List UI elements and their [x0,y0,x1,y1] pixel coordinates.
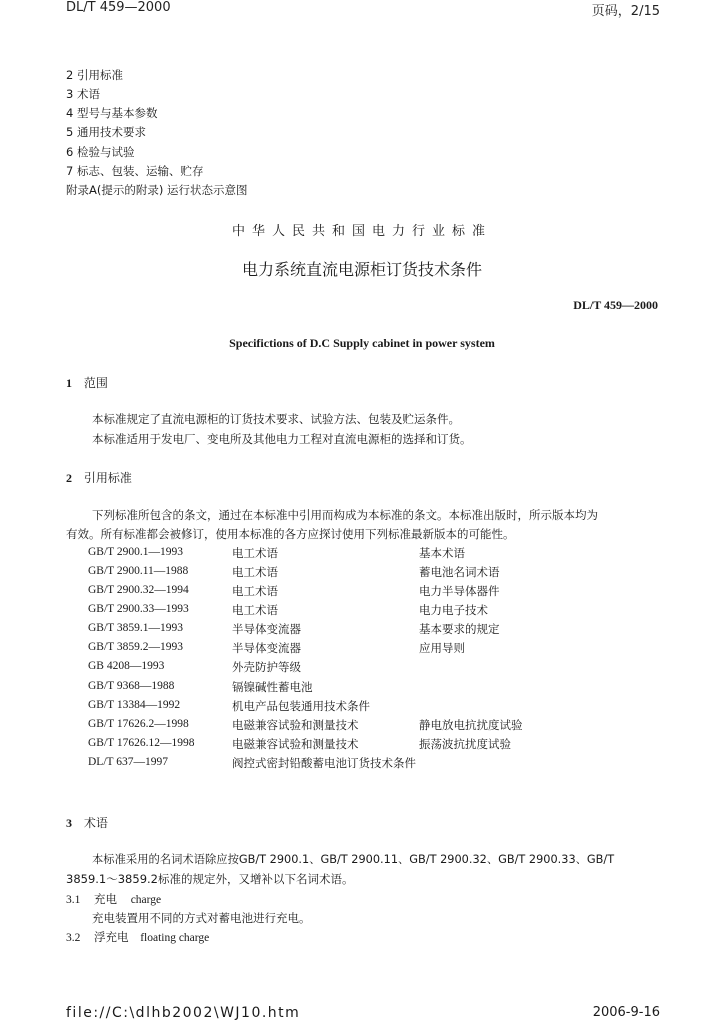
ref-standard-name: 电工术语 [232,546,278,560]
page-info-header: 页码，2/15 [591,4,660,19]
ref-standard-code: GB/T 17626.12—1998 [88,737,195,749]
term-number: 3.2 [66,932,81,944]
document-title: 电力系统直流电源柜订货技术条件 [241,260,482,279]
ref-standard-part: 基本术语 [419,546,465,560]
ref-standard-part: 电力半导体器件 [419,584,500,598]
toc-item[interactable]: 7 标志、包装、运输、贮存 [66,164,204,178]
ref-standard-code: GB/T 9368—1988 [88,680,175,692]
term-english: charge [130,894,162,906]
ref-standard-part: 电力电子技术 [419,603,488,617]
ref-standard-name: 机电产品包装通用技术条件 [232,699,370,713]
file-path-footer: file://C:\dlhb2002\WJ10.htm [66,1005,301,1021]
section-title: 引用标准 [83,471,132,485]
term-english: floating charge [140,932,210,944]
section-number: 1 [66,376,72,390]
ref-standard-name: 电工术语 [232,584,278,598]
term-chinese: 充电 [94,892,118,906]
toc-item[interactable]: 4 型号与基本参数 [66,106,158,120]
section-2-intro-line-1: 下列标准所包含的条文，通过在本标准中引用而构成为本标准的条文。本标准出版时，所示版本均为 [92,508,598,522]
toc-item[interactable]: 6 检验与试验 [66,145,135,159]
ref-standard-part: 应用导则 [419,641,465,655]
section-3-paragraph-line-2: 3859.1～3859.2标准的规定外，又增补以下名词术语。 [66,872,354,886]
section-3-heading [66,814,108,831]
ref-standard-name: 电工术语 [232,603,278,617]
section-title: 范围 [83,376,108,390]
term-number: 3.1 [66,894,81,906]
ref-standard-part: 静电放电抗扰度试验 [419,718,523,732]
ref-standard-name: 半导体变流器 [232,641,301,655]
section-1-heading [66,374,108,391]
toc-item[interactable]: 5 通用技术要求 [66,125,146,139]
ref-standard-code: GB/T 2900.33—1993 [88,603,189,615]
document-code: DL/T 459—2000 [573,298,658,312]
ref-standard-code: GB/T 13384—1992 [88,699,181,711]
section-number: 3 [66,816,72,830]
term-chinese: 浮充电 [94,930,129,944]
ref-standard-code: GB/T 2900.1—1993 [88,546,183,558]
ref-standard-name: 电磁兼容试验和测量技术 [232,737,359,751]
term-3-2 [66,929,209,945]
ref-standard-name: 阀控式密封铅酸蓄电池订货技术条件 [232,756,416,770]
toc-item[interactable]: 3 术语 [66,87,100,101]
section-1-paragraph-2: 本标准适用于发电厂、变电所及其他电力工程对直流电源柜的选择和订货。 [92,432,472,446]
section-2-intro-line-2: 有效。所有标准都会被修订，使用本标准的各方应探讨使用下列标准最新版本的可能性。 [66,527,515,541]
ref-standard-part: 振荡波抗扰度试验 [419,737,511,751]
doc-code-header: DL/T 459—2000 [66,0,171,15]
ref-standard-name: 电磁兼容试验和测量技术 [232,718,359,732]
ref-standard-part: 蓄电池名词术语 [419,565,500,579]
ref-standard-name: 半导体变流器 [232,622,301,636]
toc-item[interactable]: 2 引用标准 [66,68,123,82]
ref-standard-code: DL/T 637—1997 [88,756,168,768]
section-2-heading [66,469,132,486]
ref-standard-code: GB/T 3859.1—1993 [88,622,183,634]
standard-category-title: 中华人民共和国电力行业标准 [231,224,492,239]
section-number: 2 [66,471,72,485]
section-3-paragraph-line-1: 本标准采用的名词术语除应按GB/T 2900.1、GB/T 2900.11、GB/T 2900.32、GB/T 2900.33、GB/T [92,853,615,866]
ref-standard-code: GB/T 3859.2—1993 [88,641,183,653]
ref-standard-name: 电工术语 [232,565,278,579]
date-footer: 2006-9-16 [592,1005,660,1020]
section-title: 术语 [83,816,108,830]
toc-item[interactable]: 附录A(提示的附录) 运行状态示意图 [66,183,248,197]
english-title: Specifictions of D.C Supply cabinet in power system [229,336,495,350]
ref-standard-code: GB/T 2900.32—1994 [88,584,189,596]
ref-standard-name: 镉镍碱性蓄电池 [232,680,313,694]
ref-standard-part: 基本要求的规定 [419,622,500,636]
section-1-paragraph-1: 本标准规定了直流电源柜的订货技术要求、试验方法、包装及贮运条件。 [92,412,460,426]
term-3-1-definition: 充电装置用不同的方式对蓄电池进行充电。 [92,911,311,925]
term-3-1 [66,891,161,907]
ref-standard-name: 外壳防护等级 [232,660,301,674]
ref-standard-code: GB/T 2900.11—1988 [88,565,189,577]
ref-standard-code: GB 4208—1993 [88,660,165,672]
ref-standard-code: GB/T 17626.2—1998 [88,718,189,730]
